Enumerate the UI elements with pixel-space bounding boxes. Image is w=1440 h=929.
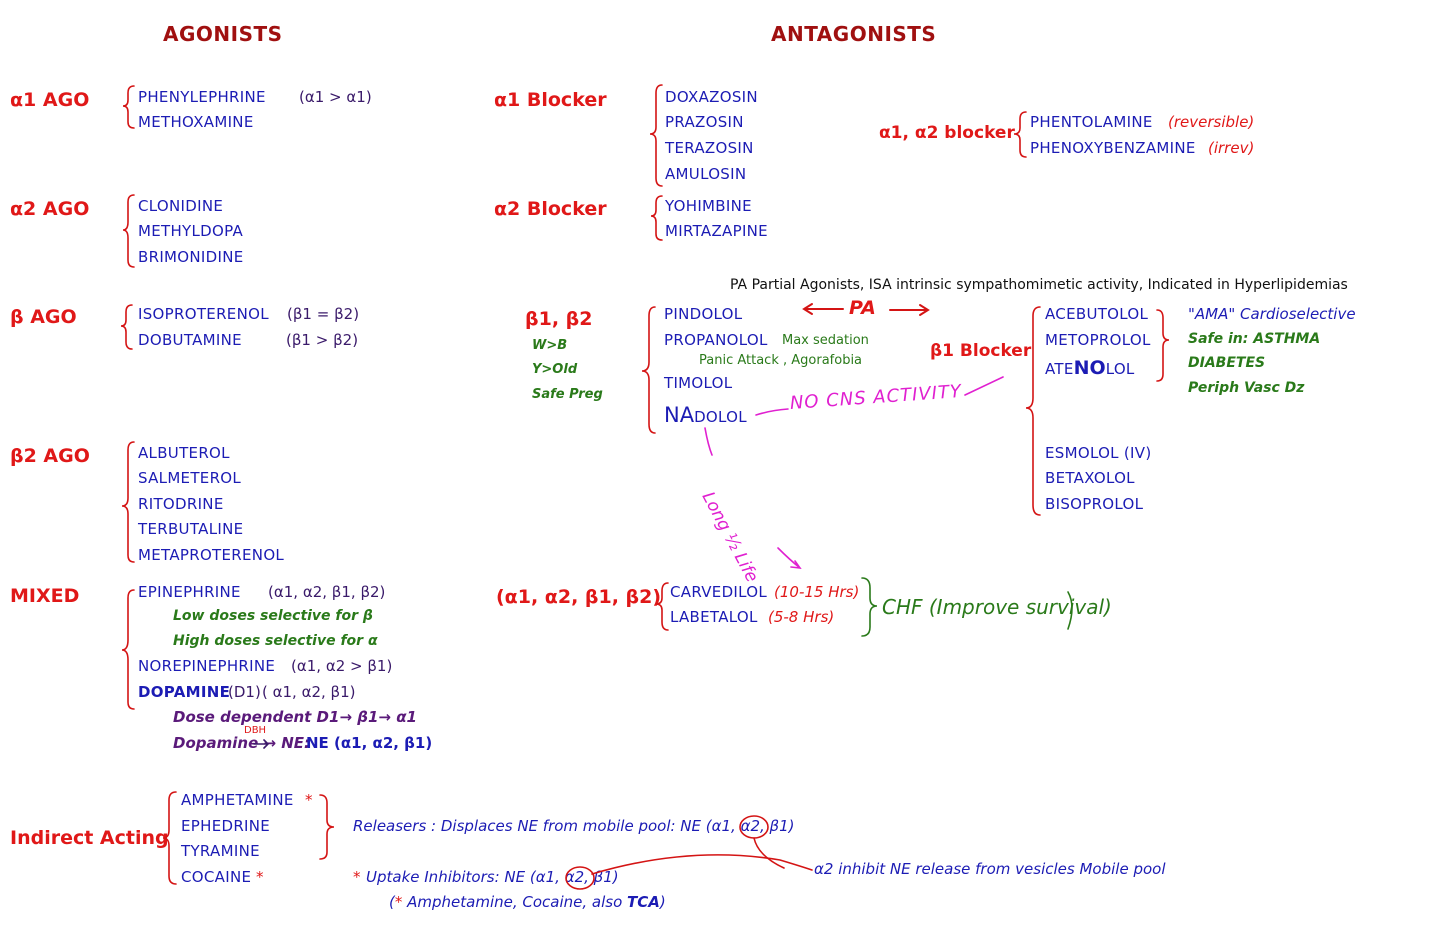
drug-mirtazapine: MIRTAZAPINE bbox=[665, 222, 768, 240]
drug-dopamine: DOPAMINE bbox=[138, 683, 231, 701]
dopamine-conversion-note: Dopamine → NE: bbox=[173, 734, 311, 752]
note-y-greater-old: Y>Old bbox=[532, 362, 578, 377]
partial-agonist-note: PA Partial Agonists, ISA intrinsic sympathomimetic activity, Indicated in Hyperlipidemias bbox=[730, 277, 1348, 293]
beta-agonist-label: β AGO bbox=[10, 306, 77, 328]
dobutamine-receptor: (β1 > β2) bbox=[286, 331, 359, 349]
drug-propanolol: PROPANOLOL bbox=[664, 331, 768, 349]
alpha2-connector-releasers bbox=[754, 838, 784, 868]
epinephrine-low-dose-note: Low doses selective for β bbox=[173, 608, 373, 624]
alpha2-circle-releasers bbox=[740, 816, 768, 838]
dopamine-dose-dependent-note: Dose dependent D1→ β1→ α1 bbox=[173, 708, 417, 726]
brace-beta2-ago bbox=[122, 442, 134, 562]
brace-mixed-ago bbox=[122, 590, 134, 709]
alpha1-alpha2-blocker-label: α1, α2 blocker bbox=[879, 123, 1015, 143]
bracket-chf-close bbox=[1068, 592, 1072, 629]
alpha1-receptor-note: (α1 > α1) bbox=[299, 88, 372, 106]
drug-metaproterenol: METAPROTERENOL bbox=[138, 546, 285, 564]
pa-right-arrow bbox=[890, 305, 928, 315]
brace-beta1-top-right bbox=[1157, 310, 1169, 381]
alpha2-connector-uptake bbox=[592, 855, 812, 874]
uptake-star: * bbox=[353, 868, 361, 886]
drug-epinephrine: EPINEPHRINE bbox=[138, 583, 241, 601]
drug-bisoprolol: BISOPROLOL bbox=[1045, 495, 1144, 513]
propanolol-max-sedation: Max sedation bbox=[782, 333, 869, 348]
beta1-beta2-blocker-label: β1, β2 bbox=[525, 308, 593, 330]
cocaine-star: * bbox=[256, 868, 264, 886]
nadolol-no-cns-connector bbox=[756, 409, 788, 415]
ama-cardioselective-note: "AMA" Cardioselective bbox=[1188, 305, 1356, 323]
drug-prazosin: PRAZOSIN bbox=[665, 113, 744, 131]
brace-indirect-left bbox=[163, 792, 176, 884]
brace-beta1-blocker bbox=[1026, 307, 1040, 515]
drug-acebutolol: ACEBUTOLOL bbox=[1045, 305, 1149, 323]
drug-phenoxybenzamine: PHENOXYBENZAMINE bbox=[1030, 139, 1196, 157]
dbh-note: DBH bbox=[244, 725, 267, 736]
pa-label: PA bbox=[849, 297, 876, 319]
drug-doxazosin: DOXAZOSIN bbox=[665, 88, 758, 106]
uptake-inhibitors-note: Uptake Inhibitors: NE (α1, α2, β1) bbox=[366, 868, 619, 886]
alpha2-blocker-label: α2 Blocker bbox=[494, 198, 607, 220]
drug-albuterol: ALBUTEROL bbox=[138, 444, 230, 462]
drug-cocaine: COCAINE bbox=[181, 868, 252, 886]
dopamine-d1: (D1) bbox=[228, 683, 261, 701]
drug-isoproterenol: ISOPROTERENOL bbox=[138, 305, 269, 323]
drug-norepinephrine: NOREPINEPHRINE bbox=[138, 657, 276, 675]
indirect-acting-label: Indirect Acting bbox=[10, 827, 169, 849]
ne-label: NE bbox=[306, 734, 329, 752]
brace-alpha2-blocker bbox=[651, 196, 662, 240]
drug-methoxamine: METHOXAMINE bbox=[138, 113, 254, 131]
brace-beta1-beta2-blocker bbox=[642, 307, 655, 433]
drug-carvedilol: CARVEDILOL bbox=[670, 583, 768, 601]
alpha1-agonist-label: α1 AGO bbox=[10, 89, 90, 111]
drug-pindolol: PINDOLOL bbox=[664, 305, 743, 323]
epinephrine-high-dose-note: High doses selective for α bbox=[173, 633, 378, 649]
brace-alpha1-ago bbox=[123, 86, 134, 128]
brace-mixed-blocker-right bbox=[862, 578, 877, 636]
drug-metoprolol: METOPROLOL bbox=[1045, 331, 1151, 349]
drug-phentolamine: PHENTOLAMINE bbox=[1030, 113, 1153, 131]
propanolol-panic-attack: Panic Attack , Agorafobia bbox=[699, 353, 863, 368]
ne-receptor: (α1, α2, β1) bbox=[334, 734, 433, 752]
drug-brimonidine: BRIMONIDINE bbox=[138, 248, 244, 266]
norepinephrine-receptor: (α1, α2 > β1) bbox=[291, 657, 393, 675]
drug-esmolol: ESMOLOL (IV) bbox=[1045, 444, 1152, 462]
brace-mixed-blocker bbox=[656, 583, 668, 630]
drug-salmeterol: SALMETEROL bbox=[138, 469, 242, 487]
phenoxybenzamine-note: (irrev) bbox=[1208, 139, 1255, 157]
alpha2-agonist-label: α2 AGO bbox=[10, 198, 90, 220]
brace-alpha2-ago bbox=[123, 195, 134, 267]
safe-diabetes-note: DIABETES bbox=[1188, 355, 1266, 371]
isoproterenol-receptor: (β1 = β2) bbox=[287, 305, 360, 323]
no-cns-to-beta1-line bbox=[965, 377, 1003, 395]
chf-improve-survival-note: CHF (Improve survival) bbox=[882, 595, 1112, 619]
drug-terbutaline: TERBUTALINE bbox=[138, 520, 244, 538]
epinephrine-receptor: (α1, α2, β1, β2) bbox=[268, 583, 386, 601]
mixed-blocker-label: (α1, α2, β1, β2) bbox=[496, 586, 662, 608]
drug-betaxolol: BETAXOLOL bbox=[1045, 469, 1135, 487]
drug-amphetamine: AMPHETAMINE bbox=[181, 791, 294, 809]
brace-alpha1-alpha2-blocker bbox=[1014, 112, 1026, 157]
drug-methyldopa: METHYLDOPA bbox=[138, 222, 244, 240]
safe-periph-vasc-note: Periph Vasc Dz bbox=[1188, 380, 1305, 396]
pa-left-arrow bbox=[804, 304, 843, 314]
long-half-life-note: Long ½ Life bbox=[697, 488, 762, 586]
alpha2-circle-uptake bbox=[566, 867, 594, 889]
note-w-greater-b: W>B bbox=[532, 338, 568, 353]
uptake-examples-note: (* Amphetamine, Cocaine, also TCA) bbox=[389, 893, 666, 911]
drug-timolol: TIMOLOL bbox=[664, 374, 733, 392]
beta2-agonist-label: β2 AGO bbox=[10, 445, 90, 467]
drug-phenylephrine: PHENYLEPHRINE bbox=[138, 88, 266, 106]
releasers-note: Releasers : Displaces NE from mobile pool: NE (α1, α2, β1) bbox=[353, 817, 795, 835]
mixed-agonist-label: MIXED bbox=[10, 585, 80, 607]
safe-in-asthma-note: Safe in: ASTHMA bbox=[1188, 331, 1321, 347]
note-safe-preg: Safe Preg bbox=[532, 387, 603, 402]
agonists-heading: AGONISTS bbox=[163, 22, 283, 46]
drug-nadolol: NADOLOL bbox=[664, 403, 747, 427]
drug-dobutamine: DOBUTAMINE bbox=[138, 331, 242, 349]
drug-terazosin: TERAZOSIN bbox=[665, 139, 754, 157]
antagonists-heading: ANTAGONISTS bbox=[771, 22, 937, 46]
drug-tyramine: TYRAMINE bbox=[181, 842, 260, 860]
beta1-blocker-label: β1 Blocker bbox=[930, 341, 1032, 361]
drug-labetalol: LABETALOL bbox=[670, 608, 758, 626]
dopamine-receptor: ( α1, α2, β1) bbox=[262, 683, 356, 701]
drug-amulosin: AMULOSIN bbox=[665, 165, 747, 183]
alpha1-blocker-label: α1 Blocker bbox=[494, 89, 607, 111]
amphetamine-star: * bbox=[305, 791, 313, 809]
drug-ritodrine: RITODRINE bbox=[138, 495, 224, 513]
drug-atenolol: ATENOLOL bbox=[1045, 357, 1135, 379]
dbh-arrow bbox=[254, 740, 268, 748]
labetalol-duration: (5-8 Hrs) bbox=[768, 608, 835, 626]
drug-ephedrine: EPHEDRINE bbox=[181, 817, 271, 835]
phentolamine-note: (reversible) bbox=[1168, 113, 1255, 131]
brace-alpha1-blocker bbox=[650, 85, 662, 186]
no-cns-activity-note: NO CNS ACTIVITY bbox=[789, 381, 963, 414]
long-half-life-arrow bbox=[705, 428, 800, 568]
drug-yohimbine: YOHIMBINE bbox=[665, 197, 752, 215]
drug-clonidine: CLONIDINE bbox=[138, 197, 224, 215]
brace-indirect-right bbox=[320, 795, 334, 859]
alpha2-inhibit-note: α2 inhibit NE release from vesicles Mobile pool bbox=[814, 860, 1166, 878]
brace-beta-ago bbox=[121, 305, 132, 349]
carvedilol-duration: (10-15 Hrs) bbox=[774, 583, 860, 601]
